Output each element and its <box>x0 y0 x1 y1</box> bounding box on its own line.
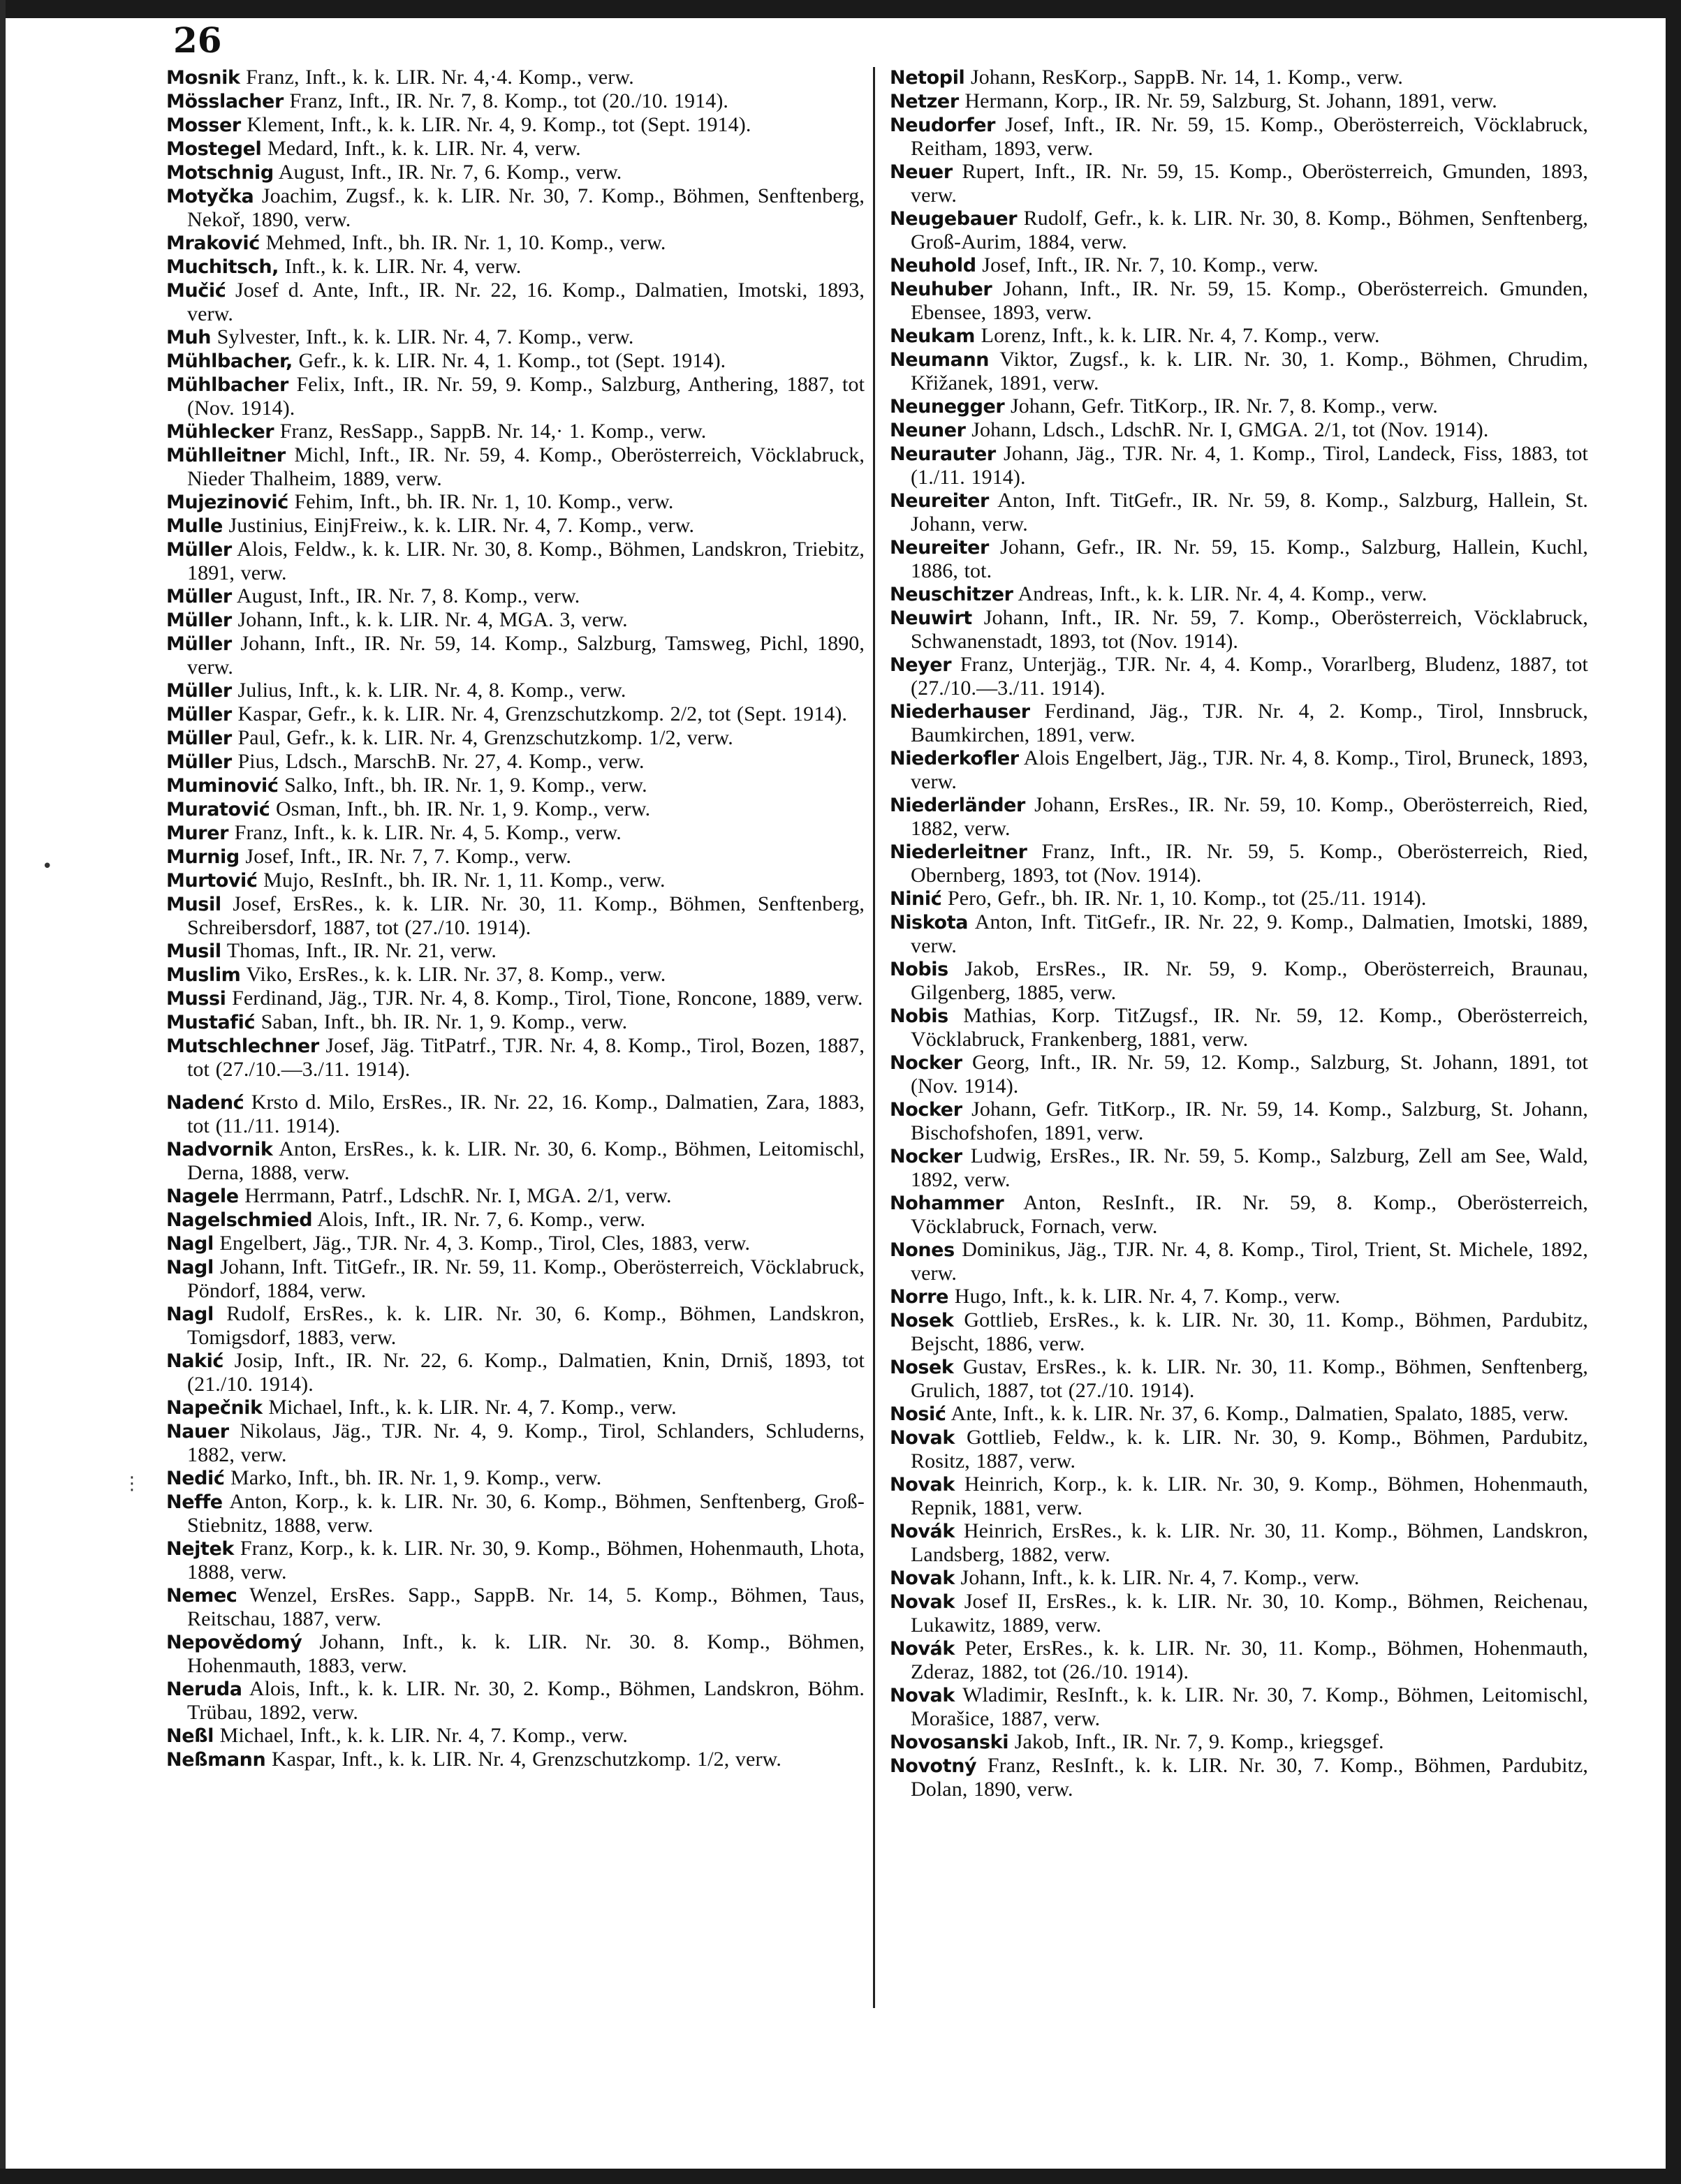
entry-details: Salko, Inft., bh. IR. Nr. 1, 9. Komp., verw. <box>284 774 647 797</box>
register-entry <box>166 1232 865 1255</box>
entry-surname: Motschnig <box>166 162 274 184</box>
entry-details: Medard, Inft., k. k. LIR. Nr. 4, verw. <box>267 137 581 160</box>
register-entry <box>890 113 1588 160</box>
entry-surname: Murtović <box>166 870 258 892</box>
register-entry <box>166 279 865 325</box>
entry-details: Viktor, Zugsf., k. k. LIR. Nr. 30, 1. Komp., Böhmen, Chrudim, Křižanek, 1891, verw. <box>911 348 1588 394</box>
entry-surname: Neureiter <box>890 537 989 559</box>
entry-details: August, Inft., IR. Nr. 7, 8. Komp., verw. <box>236 584 580 607</box>
entry-details: Josef II, ErsRes., k. k. LIR. Nr. 30, 10. Komp., Böhmen, Reichenau, Lukawitz, 1889, verw. <box>911 1590 1588 1637</box>
entry-details: Josef, Jäg. TitPatrf., TJR. Nr. 4, 8. Komp., Tirol, Bozen, 1887, tot (27./10.—3./11. 1914). <box>187 1034 865 1081</box>
entry-surname: Mulle <box>166 515 223 537</box>
register-entry <box>890 348 1588 394</box>
entry-surname: Neuhuber <box>890 279 992 300</box>
entry-details: Heinrich, Korp., k. k. LIR. Nr. 30, 9. Komp., Böhmen, Hohenmauth, Repnik, 1881, verw. <box>911 1473 1589 1519</box>
entry-surname: Nobis <box>890 959 948 980</box>
entry-surname: Nosić <box>890 1403 946 1425</box>
entry-surname: Mučić <box>166 280 226 302</box>
register-entry <box>166 987 865 1010</box>
entry-details: Hugo, Inft., k. k. LIR. Nr. 4, 7. Komp., verw. <box>954 1285 1341 1308</box>
entry-surname: Nagele <box>166 1186 239 1207</box>
scan-border-left <box>0 0 6 2184</box>
register-entry <box>166 325 865 349</box>
entry-details: Alois Engelbert, Jäg., TJR. Nr. 4, 8. Komp., Tirol, Bruneck, 1893, verw. <box>911 746 1589 793</box>
entry-details: Rupert, Inft., IR. Nr. 59, 15. Komp., Oberösterreich, Gmunden, 1893, verw. <box>911 160 1588 207</box>
entry-details: Fehim, Inft., bh. IR. Nr. 1, 10. Komp., verw. <box>294 490 674 513</box>
register-entry <box>890 957 1588 1004</box>
register-entry <box>166 679 865 702</box>
entry-details: Sylvester, Inft., k. k. LIR. Nr. 4, 7. Komp., verw. <box>216 325 634 348</box>
register-entry <box>890 1051 1588 1098</box>
entry-details: Gottlieb, ErsRes., k. k. LIR. Nr. 30, 11. Komp., Böhmen, Pardubitz, Bejscht, 1886, verw. <box>911 1308 1589 1355</box>
entry-surname: Nemec <box>166 1585 237 1607</box>
entry-surname: Müller <box>166 751 232 773</box>
register-entry <box>166 1419 865 1466</box>
register-entry <box>166 1034 865 1081</box>
right-column <box>890 66 1588 1801</box>
entry-details: Anton, Inft. TitGefr., IR. Nr. 22, 9. Komp., Dalmatien, Imotski, 1889, verw. <box>911 910 1589 957</box>
entry-details: Johann, Gefr., IR. Nr. 59, 15. Komp., Salzburg, Hallein, Kuchl, 1886, tot. <box>911 536 1588 582</box>
entry-surname: Neyer <box>890 654 952 676</box>
register-entry <box>890 1754 1588 1801</box>
register-entry <box>166 608 865 632</box>
register-entry <box>890 489 1588 536</box>
entry-surname: Neuner <box>890 420 966 441</box>
entry-details: Mehmed, Inft., bh. IR. Nr. 1, 10. Komp., verw. <box>265 231 666 254</box>
entry-surname: Neffe <box>166 1491 223 1513</box>
entry-surname: Mühlbacher <box>166 374 288 396</box>
entry-details: Ludwig, ErsRes., IR. Nr. 59, 5. Komp., Salzburg, Zell am See, Wald, 1892, verw. <box>911 1144 1588 1191</box>
entry-surname: Müller <box>166 610 232 631</box>
entry-surname: Nejtek <box>166 1538 234 1560</box>
register-entry <box>166 113 865 137</box>
register-entry <box>166 1302 865 1349</box>
entry-details: Julius, Inft., k. k. LIR. Nr. 4, 8. Komp., verw. <box>237 679 626 702</box>
entry-details: Kaspar, Inft., k. k. LIR. Nr. 4, Grenzschutzkomp. 1/2, verw. <box>271 1748 781 1771</box>
register-entry <box>890 1683 1588 1730</box>
entry-surname: Niskota <box>890 912 969 934</box>
register-entry <box>166 349 865 373</box>
register-entry <box>890 1519 1588 1566</box>
register-entry <box>890 887 1588 910</box>
entry-surname: Nohammer <box>890 1193 1004 1214</box>
entry-details: Felix, Inft., IR. Nr. 59, 9. Komp., Salzburg, Anthering, 1887, tot (Nov. 1914). <box>187 373 865 420</box>
entry-details: August, Inft., IR. Nr. 7, 6. Komp., verw. <box>278 161 622 184</box>
entry-details: Johann, Inft., k. k. LIR. Nr. 4, MGA. 3, verw. <box>237 608 628 631</box>
entry-details: Nikolaus, Jäg., TJR. Nr. 4, 9. Komp., Tirol, Schlanders, Schluderns, 1882, verw. <box>187 1419 865 1466</box>
register-entry <box>890 746 1588 793</box>
entry-details: Franz, ResInft., k. k. LIR. Nr. 30, 7. Komp., Böhmen, Pardubitz, Dolan, 1890, verw. <box>911 1754 1588 1801</box>
register-entry <box>166 66 865 89</box>
entry-surname: Mühlleitner <box>166 445 286 466</box>
entry-details: Andreas, Inft., k. k. LIR. Nr. 4, 4. Komp., verw. <box>1018 582 1427 605</box>
entry-surname: Nosek <box>890 1357 954 1378</box>
entry-surname: Neuer <box>890 161 953 183</box>
entry-details: Johann, Gefr. TitKorp., IR. Nr. 59, 14. Komp., Salzburg, St. Johann, Bischofshofen, 1891, verw. <box>911 1098 1588 1144</box>
register-entry <box>166 1537 865 1584</box>
entry-surname: Muh <box>166 327 212 348</box>
entry-details: Mujo, ResInft., bh. IR. Nr. 1, 11. Komp., verw. <box>263 869 666 892</box>
entry-surname: Nadvornik <box>166 1139 273 1160</box>
entry-surname: Musil <box>166 894 221 915</box>
register-entry <box>166 821 865 845</box>
entry-surname: Nagl <box>166 1304 214 1325</box>
entry-surname: Novák <box>890 1521 955 1542</box>
entry-details: Gustav, ErsRes., k. k. LIR. Nr. 30, 11. Komp., Böhmen, Senftenberg, Grulich, 1887, tot (27./10. 1914). <box>911 1355 1588 1402</box>
entry-surname: Nadenć <box>166 1092 244 1114</box>
entry-surname: Muratović <box>166 799 270 820</box>
entry-surname: Novak <box>890 1591 955 1613</box>
scan-border-right <box>1666 0 1681 2184</box>
entry-surname: Mujezinović <box>166 492 288 513</box>
register-entry <box>890 1308 1588 1355</box>
entry-details: Mathias, Korp. TitZugsf., IR. Nr. 59, 12. Komp., Oberösterreich, Vöcklabruck, Frankenberg, 1881, verw. <box>911 1004 1588 1051</box>
entry-details: Wenzel, ErsRes. Sapp., SappB. Nr. 14, 5. Komp., Böhmen, Taus, Reitschau, 1887, verw. <box>187 1584 865 1630</box>
entry-surname: Mosser <box>166 115 241 136</box>
entry-details: Hermann, Korp., IR. Nr. 59, Salzburg, St. Johann, 1891, verw. <box>964 89 1497 112</box>
entry-surname: Müller <box>166 539 232 561</box>
register-entry <box>166 161 865 184</box>
entry-surname: Neudorfer <box>890 115 996 136</box>
register-entry <box>166 797 865 821</box>
entry-details: Joachim, Zugsf., k. k. LIR. Nr. 30, 7. Komp., Böhmen, Senftenberg, Nekoř, 1890, verw. <box>187 184 865 231</box>
entry-details: Jakob, Inft., IR. Nr. 7, 9. Komp., kriegsgef. <box>1014 1730 1384 1753</box>
entry-details: Michael, Inft., k. k. LIR. Nr. 4, 7. Komp., verw. <box>268 1396 677 1419</box>
entry-details: Johann, Inft., IR. Nr. 59, 14. Komp., Salzburg, Tamsweg, Pichl, 1890, verw. <box>187 632 865 679</box>
register-entry <box>166 490 865 514</box>
register-entry <box>166 1490 865 1537</box>
register-entry <box>890 394 1588 418</box>
entry-details: Josef, ErsRes., k. k. LIR. Nr. 30, 11. Komp., Böhmen, Senftenberg, Schreibersdorf, 1887, tot (27./10. 1914). <box>187 892 865 939</box>
entry-surname: Neurauter <box>890 443 996 465</box>
entry-surname: Nauer <box>166 1421 229 1443</box>
register-entry <box>166 750 865 774</box>
entry-details: Ferdinand, Jäg., TJR. Nr. 4, 8. Komp., Tirol, Tione, Roncone, 1889, verw. <box>232 987 863 1010</box>
entry-surname: Müller <box>166 728 232 749</box>
register-entry <box>166 1091 865 1137</box>
entry-surname: Mussi <box>166 988 226 1010</box>
register-entry <box>890 1473 1588 1519</box>
entry-surname: Neuhold <box>890 255 976 276</box>
entry-details: Franz, Inft., k. k. LIR. Nr. 4, 5. Komp., verw. <box>234 821 622 844</box>
entry-details: Johann, Inft. TitGefr., IR. Nr. 59, 11. Komp., Oberösterreich, Vöcklabruck, Pöndorf, 1884, verw. <box>187 1255 865 1302</box>
entry-details: Inft., k. k. LIR. Nr. 4, verw. <box>284 255 522 278</box>
register-entry <box>166 89 865 113</box>
register-entry <box>890 1730 1588 1754</box>
register-entry <box>166 1184 865 1208</box>
entry-surname: Muslim <box>166 964 241 986</box>
register-entry <box>890 66 1588 89</box>
entry-details: Alois, Feldw., k. k. LIR. Nr. 30, 8. Komp., Böhmen, Landskron, Triebitz, 1891, verw. <box>187 538 865 584</box>
register-entry <box>890 1004 1588 1051</box>
entry-details: Thomas, Inft., IR. Nr. 21, verw. <box>226 939 497 962</box>
entry-details: Osman, Inft., bh. IR. Nr. 1, 9. Komp., verw. <box>275 797 651 820</box>
entry-details: Ferdinand, Jäg., TJR. Nr. 4, 2. Komp., Tirol, Innsbruck, Baumkirchen, 1891, verw. <box>911 700 1588 746</box>
entry-surname: Neugebauer <box>890 208 1018 230</box>
entry-details: Viko, ErsRes., k. k. LIR. Nr. 37, 8. Komp., verw. <box>246 963 666 986</box>
entry-details: Pius, Ldsch., MarschB. Nr. 27, 4. Komp., verw. <box>237 750 645 773</box>
entry-details: Josef d. Ante, Inft., IR. Nr. 22, 16. Komp., Dalmatien, Imotski, 1893, verw. <box>187 279 865 325</box>
entry-surname: Murer <box>166 822 229 844</box>
entry-surname: Nagelschmied <box>166 1209 313 1231</box>
register-entry <box>890 1238 1588 1285</box>
entry-details: Franz, Inft., k. k. LIR. Nr. 4,·4. Komp., verw. <box>246 66 634 89</box>
entry-surname: Novotný <box>890 1755 977 1777</box>
register-entry <box>166 443 865 490</box>
register-entry <box>890 1355 1588 1402</box>
register-entry <box>890 910 1588 957</box>
entry-surname: Novak <box>890 1567 955 1589</box>
entry-surname: Nocker <box>890 1052 962 1074</box>
register-entry <box>166 584 865 608</box>
entry-surname: Muminović <box>166 775 279 797</box>
entry-surname: Neßl <box>166 1725 214 1747</box>
register-entry <box>890 582 1588 606</box>
register-entry <box>166 1630 865 1677</box>
entry-surname: Mostegel <box>166 138 262 160</box>
register-entry <box>166 774 865 797</box>
entry-surname: Mutschlechner <box>166 1035 319 1057</box>
register-entry <box>890 1098 1588 1144</box>
register-entry <box>890 442 1588 489</box>
register-entry <box>890 324 1588 348</box>
entry-surname: Müller <box>166 633 232 655</box>
entry-details: Johann, Inft., k. k. LIR. Nr. 30. 8. Komp., Böhmen, Hohenmauth, 1883, verw. <box>187 1630 865 1677</box>
register-entry <box>166 1677 865 1724</box>
register-entry <box>166 255 865 279</box>
entry-surname: Netopil <box>890 67 965 89</box>
entry-details: Jakob, ErsRes., IR. Nr. 59, 9. Komp., Oberösterreich, Braunau, Gilgenberg, 1885, verw. <box>911 957 1588 1004</box>
register-entry <box>166 1584 865 1630</box>
register-entry <box>890 89 1588 113</box>
entry-surname: Niederhauser <box>890 701 1030 723</box>
register-entry <box>166 1724 865 1748</box>
margin-mark-left-1: • <box>42 856 53 877</box>
entry-details: Herrmann, Patrf., LdschR. Nr. I, MGA. 2/1, verw. <box>244 1184 672 1207</box>
entry-details: Josef, Inft., IR. Nr. 59, 15. Komp., Oberösterreich, Vöcklabruck, Reitham, 1893, verw. <box>911 113 1588 160</box>
entry-surname: Novák <box>890 1638 955 1660</box>
register-entry <box>890 1426 1588 1473</box>
entry-details: Franz, Inft., IR. Nr. 59, 5. Komp., Oberösterreich, Ried, Obernberg, 1893, tot (Nov. 1914). <box>911 840 1588 887</box>
register-entry <box>166 726 865 750</box>
entry-surname: Neumann <box>890 349 990 371</box>
entry-surname: Mraković <box>166 233 260 254</box>
entry-details: Peter, ErsRes., k. k. LIR. Nr. 30, 11. Komp., Böhmen, Hohenmauth, Zderaz, 1882, tot (26./10. 1914). <box>911 1637 1588 1683</box>
entry-details: Johann, Inft., IR. Nr. 59, 7. Komp., Oberösterreich, Vöcklabruck, Schwanenstadt, 1893, tot (Nov. 1914). <box>911 606 1588 653</box>
entry-surname: Nocker <box>890 1146 962 1167</box>
entry-details: Alois, Inft., IR. Nr. 7, 6. Komp., verw. <box>317 1208 646 1231</box>
register-entry <box>890 1285 1588 1308</box>
register-entry <box>890 418 1588 442</box>
register-entry <box>890 207 1588 253</box>
entry-details: Rudolf, Gefr., k. k. LIR. Nr. 30, 8. Komp., Böhmen, Senftenberg, Groß-Aurim, 1884, verw. <box>911 207 1588 253</box>
register-entry <box>166 538 865 584</box>
register-entry <box>890 1637 1588 1683</box>
entry-details: Lorenz, Inft., k. k. LIR. Nr. 4, 7. Komp., verw. <box>981 324 1380 347</box>
entry-surname: Motyčka <box>166 186 254 207</box>
entry-surname: Müller <box>166 680 232 702</box>
entry-surname: Netzer <box>890 91 959 112</box>
register-entry <box>166 892 865 939</box>
margin-mark-left-2: ⋮ <box>123 1473 141 1494</box>
entry-details: Johann, Inft., IR. Nr. 59, 15. Komp., Oberösterreich. Gmunden, Ebensee, 1893, verw. <box>911 277 1588 324</box>
entry-details: Wladimir, ResInft., k. k. LIR. Nr. 30, 7. Komp., Böhmen, Leitomischl, Morašice, 1887, verw. <box>911 1683 1588 1730</box>
entry-surname: Neureiter <box>890 490 989 512</box>
entry-surname: Muchitsch, <box>166 256 279 278</box>
left-column <box>166 66 865 1771</box>
register-entry <box>166 514 865 538</box>
register-entry <box>166 373 865 420</box>
register-entry <box>890 160 1588 207</box>
register-entry <box>890 1566 1588 1590</box>
entry-surname: Nakić <box>166 1350 224 1372</box>
entry-details: Rudolf, ErsRes., k. k. LIR. Nr. 30, 6. Komp., Böhmen, Landskron, Tomigsdorf, 1883, verw. <box>187 1302 865 1349</box>
entry-surname: Nepovědomý <box>166 1632 302 1653</box>
entry-details: Franz, Inft., IR. Nr. 7, 8. Komp., tot (20./10. 1914). <box>289 89 729 112</box>
register-entry <box>890 1191 1588 1238</box>
register-entry <box>166 1010 865 1034</box>
entry-details: Anton, Korp., k. k. LIR. Nr. 30, 6. Komp., Böhmen, Senftenberg, Groß-Stiebnitz, 1888, verw. <box>187 1490 865 1537</box>
entry-details: Johann, Ldsch., LdschR. Nr. I, GMGA. 2/1, tot (Nov. 1914). <box>971 418 1489 441</box>
entry-details: Alois, Inft., k. k. LIR. Nr. 30, 2. Komp., Böhmen, Landskron, Böhm. Trübau, 1892, verw. <box>187 1677 865 1724</box>
register-entry <box>166 420 865 443</box>
register-entry <box>890 793 1588 840</box>
entry-details: Heinrich, ErsRes., k. k. LIR. Nr. 30, 11. Komp., Böhmen, Landskron, Landsberg, 1882, verw. <box>911 1519 1588 1566</box>
entry-details: Kaspar, Gefr., k. k. LIR. Nr. 4, Grenzschutzkomp. 2/2, tot (Sept. 1914). <box>237 702 848 725</box>
entry-details: Michl, Inft., IR. Nr. 59, 4. Komp., Oberösterreich, Vöcklabruck, Nieder Thalheim, 1889, verw. <box>187 443 865 490</box>
entry-surname: Nedić <box>166 1468 225 1489</box>
entry-surname: Nocker <box>890 1099 962 1121</box>
entry-surname: Novak <box>890 1427 955 1449</box>
entry-surname: Niederleitner <box>890 841 1027 863</box>
entry-surname: Nagl <box>166 1233 214 1255</box>
entry-surname: Neunegger <box>890 396 1005 418</box>
entry-surname: Norre <box>890 1286 949 1308</box>
register-entry <box>166 1137 865 1184</box>
entry-details: Klement, Inft., k. k. LIR. Nr. 4, 9. Komp., tot (Sept. 1914). <box>247 113 751 136</box>
register-entry <box>166 231 865 255</box>
register-entry <box>166 845 865 869</box>
entry-details: Anton, Inft. TitGefr., IR. Nr. 59, 8. Komp., Salzburg, Hallein, St. Johann, verw. <box>911 489 1588 536</box>
register-entry <box>166 869 865 892</box>
entry-surname: Neßmann <box>166 1749 266 1771</box>
entry-details: Johann, Inft., k. k. LIR. Nr. 4, 7. Komp., verw. <box>960 1566 1360 1589</box>
register-entry <box>890 1144 1588 1191</box>
entry-surname: Novak <box>890 1474 955 1496</box>
entry-surname: Nones <box>890 1239 955 1261</box>
register-entry <box>166 632 865 679</box>
entry-details: Franz, ResSapp., SappB. Nr. 14,· 1. Komp., verw. <box>279 420 707 443</box>
entry-surname: Mösslacher <box>166 91 284 112</box>
entry-details: Josef, Inft., IR. Nr. 7, 7. Komp., verw. <box>245 845 571 868</box>
register-entry <box>166 702 865 726</box>
entry-details: Pero, Gefr., bh. IR. Nr. 1, 10. Komp., tot (25./11. 1914). <box>947 887 1427 910</box>
entry-details: Saban, Inft., bh. IR. Nr. 1, 9. Komp., verw. <box>260 1010 628 1033</box>
entry-surname: Novosanski <box>890 1732 1009 1753</box>
column-divider <box>873 67 875 2008</box>
entry-details: Ante, Inft., k. k. LIR. Nr. 37, 6. Komp., Dalmatien, Spalato, 1885, verw. <box>950 1402 1569 1425</box>
entry-surname: Neukam <box>890 325 976 347</box>
entry-details: Marko, Inft., bh. IR. Nr. 1, 9. Komp., verw. <box>230 1466 602 1489</box>
entry-details: Franz, Korp., k. k. LIR. Nr. 30, 9. Komp., Böhmen, Hohenmauth, Lhota, 1888, verw. <box>187 1537 865 1584</box>
entry-details: Engelbert, Jäg., TJR. Nr. 4, 3. Komp., Tirol, Cles, 1883, verw. <box>219 1232 751 1255</box>
entry-surname: Musil <box>166 940 221 962</box>
entry-surname: Napečnik <box>166 1397 263 1419</box>
entry-surname: Mühlecker <box>166 421 274 443</box>
register-entry <box>890 840 1588 887</box>
entry-surname: Niederländer <box>890 795 1025 816</box>
entry-surname: Neruda <box>166 1678 242 1700</box>
entry-surname: Ninić <box>890 888 942 910</box>
entry-details: Josef, Inft., IR. Nr. 7, 10. Komp., verw. <box>982 253 1319 276</box>
entry-surname: Nosek <box>890 1310 954 1331</box>
register-entry <box>890 1590 1588 1637</box>
scan-border-top <box>0 0 1681 18</box>
register-entry <box>890 1402 1588 1426</box>
register-entry <box>166 137 865 161</box>
entry-details: Anton, ErsRes., k. k. LIR. Nr. 30, 6. Komp., Böhmen, Leitomischl, Derna, 1888, verw. <box>187 1137 865 1184</box>
entry-details: Dominikus, Jäg., TJR. Nr. 4, 8. Komp., Tirol, Trient, St. Michele, 1892, verw. <box>911 1238 1589 1285</box>
entry-surname: Nobis <box>890 1005 948 1027</box>
entry-surname: Murnig <box>166 846 240 868</box>
register-entry <box>166 184 865 231</box>
entry-details: Michael, Inft., k. k. LIR. Nr. 4, 7. Komp., verw. <box>219 1724 628 1747</box>
register-entry <box>890 700 1588 746</box>
entry-surname: Novak <box>890 1685 955 1706</box>
register-entry <box>890 606 1588 653</box>
register-entry <box>166 1349 865 1396</box>
entry-surname: Niederkofler <box>890 748 1019 769</box>
register-entry <box>166 963 865 987</box>
entry-surname: Mosnik <box>166 67 240 89</box>
register-entry <box>890 277 1588 324</box>
entry-surname: Mühlbacher, <box>166 351 293 372</box>
register-entry <box>890 253 1588 277</box>
scan-border-bottom <box>0 2169 1681 2184</box>
register-entry <box>166 1255 865 1302</box>
register-entry <box>166 1396 865 1419</box>
entry-surname: Nagl <box>166 1257 214 1278</box>
entry-details: Johann, Jäg., TJR. Nr. 4, 1. Komp., Tirol, Landeck, Fiss, 1883, tot (1./11. 1914). <box>911 442 1588 489</box>
entry-details: Paul, Gefr., k. k. LIR. Nr. 4, Grenzschutzkomp. 1/2, verw. <box>237 726 733 749</box>
entry-details: Johann, ResKorp., SappB. Nr. 14, 1. Komp., verw. <box>971 66 1403 89</box>
entry-surname: Neuschitzer <box>890 584 1013 605</box>
register-entry <box>166 1208 865 1232</box>
entry-surname: Neuwirt <box>890 607 972 629</box>
entry-details: Josip, Inft., IR. Nr. 22, 6. Komp., Dalmatien, Knin, Drniš, 1893, tot (21./10. 1914). <box>187 1349 865 1396</box>
entry-details: Johann, Gefr. TitKorp., IR. Nr. 7, 8. Komp., verw. <box>1010 394 1438 418</box>
entry-details: Anton, ResInft., IR. Nr. 59, 8. Komp., Oberösterreich, Vöcklabruck, Fornach, verw. <box>911 1191 1588 1238</box>
entry-details: Krsto d. Milo, ErsRes., IR. Nr. 22, 16. Komp., Dalmatien, Zara, 1883, tot (11./11. 1914). <box>187 1091 865 1137</box>
entry-details: Franz, Unterjäg., TJR. Nr. 4, 4. Komp., Vorarlberg, Bludenz, 1887, tot (27./10.—3./11. 1914). <box>911 653 1588 700</box>
entry-details: Gottlieb, Feldw., k. k. LIR. Nr. 30, 9. Komp., Böhmen, Pardubitz, Rositz, 1887, verw. <box>911 1426 1588 1473</box>
entry-details: Gefr., k. k. LIR. Nr. 4, 1. Komp., tot (Sept. 1914). <box>298 349 726 372</box>
entry-surname: Mustafić <box>166 1012 256 1033</box>
register-entry <box>166 1748 865 1771</box>
entry-details: Justinius, EinjFreiw., k. k. LIR. Nr. 4, 7. Komp., verw. <box>228 514 695 537</box>
register-entry <box>890 536 1588 582</box>
entry-details: Georg, Inft., IR. Nr. 59, 12. Komp., Salzburg, St. Johann, 1891, tot (Nov. 1914). <box>911 1051 1588 1098</box>
register-entry <box>890 653 1588 700</box>
entry-surname: Müller <box>166 586 232 607</box>
register-entry <box>166 939 865 963</box>
page-number: 26 <box>173 20 222 61</box>
entry-surname: Müller <box>166 704 232 725</box>
register-entry <box>166 1466 865 1490</box>
entry-details: Johann, ErsRes., IR. Nr. 59, 10. Komp., Oberösterreich, Ried, 1882, verw. <box>911 793 1588 840</box>
